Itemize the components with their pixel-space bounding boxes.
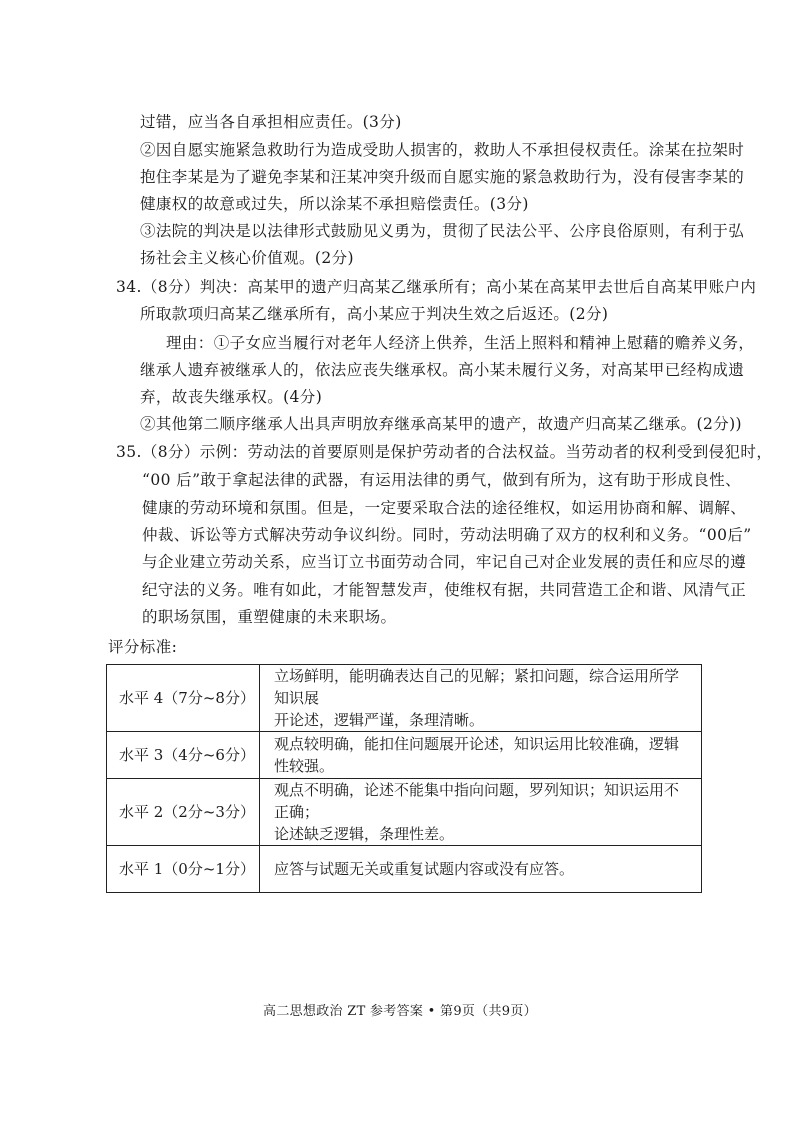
table-row (107, 732, 702, 779)
rubric-description (260, 779, 702, 846)
table-row (107, 779, 702, 846)
table-row (107, 665, 702, 732)
answer-line: 继承人遗弃被继承人的，依法应丧失继承权。高小某未履行义务，对高某甲已经构成遗 (140, 361, 745, 379)
answer-line: 仲裁、诉讼等方式解决劳动争议纠纷。同时，劳动法明确了双方的权利和义务。“00后” (142, 526, 752, 544)
rubric-level: 水平 2（2分~3分） (107, 779, 260, 846)
rubric-description (260, 846, 702, 893)
answer-line: 所取款项归高某乙继承所有，高小某应于判决生效之后返还。(2分) (140, 305, 609, 323)
rubric-level: 水平 1（0分~1分） (107, 846, 260, 893)
rubric-desc-line: 开论述，逻辑严谨，条理清晰。 (274, 711, 485, 729)
answer-line: 的职场氛围，重塑健康的未来职场。 (142, 608, 397, 626)
answer-line: “00 后”敢于拿起法律的武器，有运用法律的勇气，做到有所为，这有助于形成良性、 (142, 471, 742, 489)
answer-line: 健康的劳动环境和氛围。但是，一定要采取合法的途径维权，如运用协商和解、调解、 (142, 499, 747, 517)
rubric-description (260, 665, 702, 732)
answer-line: 弃，故丧失继承权。(4分) (140, 388, 323, 406)
rubric-table (106, 664, 702, 893)
answer-line: 健康权的故意或过失，所以涂某不承担赔偿责任。(3分) (140, 195, 529, 213)
answer-line: 过错，应当各自承担相应责任。(3分) (140, 113, 402, 131)
question-34-line: 34.（8分）判决：高某甲的遗产归高某乙继承所有；高小某在高某甲去世后自高某甲账户内 (116, 278, 757, 296)
answer-line: ②其他第二顺序继承人出具声明放弃继承高某甲的遗产，故遗产归高某乙继承。(2分)) (140, 415, 743, 433)
answer-line: 扬社会主义核心价值观。(2分) (140, 249, 354, 267)
answer-line: 纪守法的义务。唯有如此，才能智慧发声，使维权有据，共同营造工企和谐、风清气正 (142, 581, 747, 599)
rubric-desc-line: 立场鲜明，能明确表达自己的见解；紧扣问题，综合运用所学知识展 (274, 667, 680, 707)
answer-line: ③法院的判决是以法律形式鼓励见义勇为，贯彻了民法公平、公序良俗原则，有利于弘 (140, 222, 745, 240)
answer-line: 理由：①子女应当履行对老年人经济上供养，生活上照料和精神上慰藉的赡养义务， (166, 334, 755, 352)
rubric-desc-line: 观点不明确，论述不能集中指向问题，罗列知识；知识运用不正确； (274, 781, 680, 821)
rubric-desc-line: 应答与试题无关或重复试题内容或没有应答。 (274, 860, 575, 878)
page-footer: 高二思想政治 ZT 参考答案 • 第9页（共9页） (263, 1004, 537, 1019)
answer-line: 抱住李某是为了避免李某和汪某冲突升级而自愿实施的紧急救助行为，没有侵害李某的 (140, 168, 745, 186)
table-row (107, 846, 702, 893)
answer-line: 与企业建立劳动关系，应当订立书面劳动合同，牢记自己对企业发展的责任和应尽的遵 (142, 553, 747, 571)
question-35-line: 35.（8分）示例：劳动法的首要原则是保护劳动者的合法权益。当劳动者的权利受到侵犯时， (116, 443, 773, 461)
rubric-title: 评分标准: (108, 638, 178, 656)
rubric-desc-line: 论述缺乏逻辑，条理性差。 (274, 825, 455, 843)
answer-line: ②因自愿实施紧急救助行为造成受助人损害的，救助人不承担侵权责任。涂某在拉架时 (140, 141, 745, 159)
rubric-level: 水平 4（7分~8分） (107, 665, 260, 732)
rubric-level: 水平 3（4分~6分） (107, 732, 260, 779)
rubric-description (260, 732, 702, 779)
rubric-desc-line: 观点较明确，能扣住问题展开论述，知识运用比较准确，逻辑性较强。 (274, 735, 680, 775)
